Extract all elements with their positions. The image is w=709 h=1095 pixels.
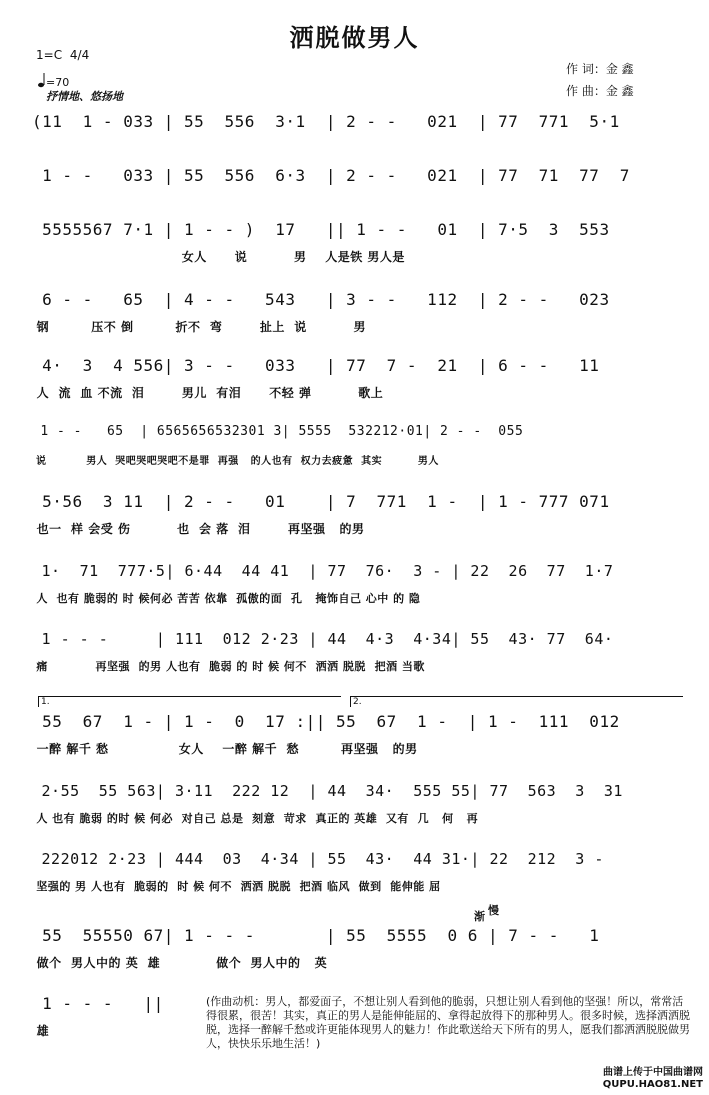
score-row-7 (32, 492, 682, 552)
volta-1: 1. (38, 696, 341, 707)
notation-line: 1· 71 777·5| 6·44 44 41 | 77 76· 3 - | 22 26 77 1·7 (32, 562, 614, 580)
score-row-5 (32, 356, 682, 416)
time-signature: 4/4 (69, 48, 90, 62)
notation-line: 2·55 55 563| 3·11 222 12 | 44 34· 555 55| 77 563 3 31 (32, 782, 623, 800)
notation-line: (11 1 - 033 | 55 556 3·1 | 2 - - 021 | 77 771 5·1 (32, 112, 620, 131)
notation-line: 6 - - 65 | 4 - - 543 | 3 - - 112 | 2 - - 023 (32, 290, 610, 309)
composer-note: (作曲动机：男人，都爱面子，不想让别人看到他的脆弱，只想让别人看到他的坚强！所以，常常活得很累，很苦！其实，真正的男人是能伸能屈的、拿得起放得下的那种男人。很多时候，选择洒洒脱脱，选择一醉解千愁或许更能体现男人的魅力！作此歌送给天下所有的男人，愿我们都洒洒脱脱做男人，快快乐乐地生活！) (206, 995, 690, 1050)
key-signature (36, 48, 89, 62)
lyric-line: 痛 再坚强 的男 人也有 脆弱 的 时 候 何不 洒洒 脱脱 把酒 当歌 (32, 660, 425, 673)
notation-line: 1 - - 033 | 55 556 6·3 | 2 - - 021 | 77 71 77 7 (32, 166, 630, 185)
lyric-line: 钢 压不 倒 折不 弯 扯上 说 男 (32, 320, 366, 334)
lyric-line (32, 140, 682, 160)
notation-line: 5·56 3 11 | 2 - - 01 | 7 771 1 - | 1 - 777 071 (32, 492, 610, 511)
notation-line: 55 55550 67| 1 - - - | 55 5555 0 6 | 7 - - 1 (32, 926, 600, 945)
lyric-line: 雄 (32, 1024, 50, 1038)
notation-line: 222012 2·23 | 444 03 4·34 | 55 43· 44 31·| 22 212 3 - (32, 850, 604, 868)
score-row-10 (32, 697, 682, 772)
notation-line: 1 - - - || (32, 994, 164, 1013)
lyric-line: 坚强的 男 人也有 脆弱的 时 候 何不 洒洒 脱脱 把酒 临风 做到 能伸能 屈 (32, 880, 441, 893)
score-row-9 (32, 630, 682, 690)
score-row-13 (32, 904, 682, 986)
tempo-mark: =70 (46, 76, 70, 89)
footer-line-2: QUPU.HAO81.NET (602, 1079, 703, 1090)
footer-line-1: 曲谱上传于中国曲谱网 (603, 1067, 703, 1078)
score-row-11 (32, 782, 682, 842)
lyric-line: 人 也有 脆弱的 时 候何必 苦苦 依靠 孤傲的面 孔 掩饰自己 心中 的 隐 (32, 592, 421, 605)
quarter-note-icon (38, 72, 45, 86)
score-row-12 (32, 850, 682, 910)
lyric-line: 人 流 血 不流 泪 男儿 有泪 不轻 弹 歌上 (32, 386, 384, 400)
song-title: 洒脱做男人 (289, 23, 420, 52)
score-row-1 (32, 112, 682, 172)
score-row-3 (32, 220, 682, 280)
score-row-6 (32, 424, 682, 484)
notation-line: 5555567 7·1 | 1 - - ) 17 || 1 - - 01 | 7·5 3 553 (32, 220, 610, 239)
notation-line: 1 - - - | 111 012 2·23 | 44 4·3 4·34| 55 43· 77 64· (32, 630, 614, 648)
style-mark: 抒情地、悠扬地 (46, 90, 123, 103)
tempo-mark-man: 慢 (488, 904, 499, 917)
lyric-line: 做个 男人中的 英 雄 做个 男人中的 英 (32, 956, 328, 970)
volta-2: 2. (350, 696, 683, 707)
score-row-14 (32, 994, 192, 1054)
score-row-8 (32, 562, 682, 622)
tempo-mark-jian: 渐 (474, 910, 485, 923)
lyricist-credit: 作 词：金 鑫 (566, 62, 634, 76)
notation-line: 1 - - 65 | 6565656532301 3| 5555 532212·01| 2 - - 055 (32, 424, 524, 439)
key-text: 1=C (36, 48, 63, 62)
site-footer (603, 1067, 703, 1091)
lyric-line (32, 194, 682, 214)
score-row-2 (32, 166, 682, 226)
lyric-line: 一醉 解千 愁 女人 一醉 解千 愁 再坚强 的男 (32, 742, 418, 756)
lyric-line: 女人 说 男 人是铁 男人是 (32, 250, 405, 264)
notation-line: 55 67 1 - | 1 - 0 17 :|| 55 67 1 - | 1 - 111 012 (32, 712, 620, 731)
score-row-4 (32, 290, 682, 350)
lyric-line: 也一 样 会受 伤 也 会 落 泪 再坚强 的男 (32, 522, 365, 536)
lyric-line: 说 男人 哭吧哭吧哭吧不是罪 再强 的人也有 权力去疲惫 其实 男人 (32, 456, 439, 467)
lyric-line: 人 也有 脆弱 的时 候 何必 对自己 总是 刻意 苛求 真正的 英雄 又有 几 何 再 (32, 812, 479, 825)
notation-line: 4· 3 4 556| 3 - - 033 | 77 7 - 21 | 6 - - 11 (32, 356, 600, 375)
composer-credit: 作 曲：金 鑫 (566, 84, 634, 98)
